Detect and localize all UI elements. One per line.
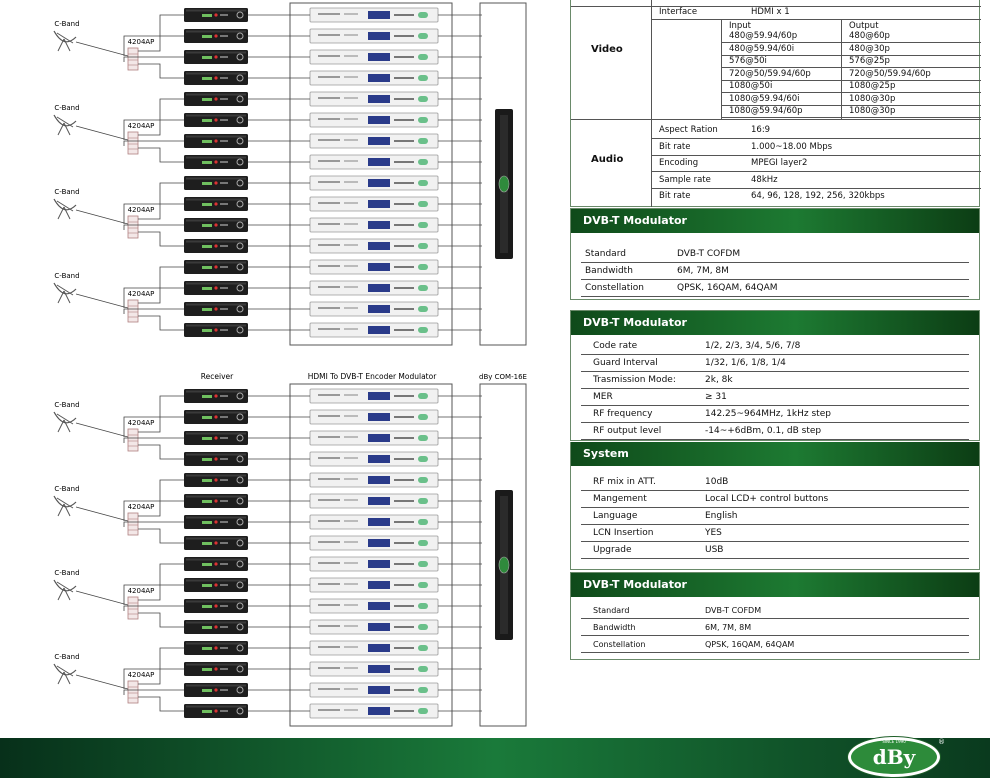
satellite-dish-icon xyxy=(54,664,76,684)
receiver-unit xyxy=(184,281,248,295)
cband-label: C-Band xyxy=(54,569,80,577)
coax-cable xyxy=(76,507,128,521)
multiswitch-unit xyxy=(128,216,138,238)
encoder-modulator-unit xyxy=(310,641,438,655)
row-divider xyxy=(581,439,969,440)
logo-tagline: SINCE 1990 xyxy=(882,739,906,744)
row-divider xyxy=(721,117,981,118)
multiswitch-unit xyxy=(128,300,138,322)
video-input-cell: 480@59.94/60i xyxy=(729,43,795,54)
encoder-modulator-unit xyxy=(310,557,438,571)
receiver-unit xyxy=(184,389,248,403)
receiver-unit xyxy=(184,8,248,22)
receiver-unit xyxy=(184,29,248,43)
mod2-value-cell: 142.25~964MHz, 1kHz step xyxy=(705,409,831,419)
encoder-modulator-unit xyxy=(310,536,438,550)
row-divider xyxy=(651,155,981,156)
encoder-modulator-unit xyxy=(310,155,438,169)
receiver-unit xyxy=(184,599,248,613)
multiswitch-unit xyxy=(128,48,138,70)
row-divider xyxy=(581,490,969,491)
feed-cable xyxy=(138,697,184,711)
feed-cable xyxy=(138,148,184,162)
multiswitch-unit xyxy=(128,681,138,703)
cband-label: C-Band xyxy=(54,104,80,112)
multiswitch-unit xyxy=(128,429,138,451)
satellite-dish-icon xyxy=(54,412,76,432)
feed-cable xyxy=(138,613,184,627)
video-input-cell: 480@59.94/60p xyxy=(729,31,798,41)
encoder-modulator-unit xyxy=(310,239,438,253)
mod1-key-cell: Constellation xyxy=(585,283,645,293)
video-output-cell: 1080@30p xyxy=(849,93,896,104)
mod3-value-cell: QPSK, 16QAM, 64QAM xyxy=(705,640,795,649)
mod2-value-cell: 1/2, 2/3, 3/4, 5/6, 7/8 xyxy=(705,341,801,351)
audio-key-cell: Encoding xyxy=(659,158,699,168)
video-input-cell: 1080@50i xyxy=(729,81,773,91)
encoder-modulator-unit xyxy=(310,71,438,85)
mod2-key-cell: Guard Interval xyxy=(593,358,658,368)
footer-bar xyxy=(0,738,990,778)
system-key-cell: Upgrade xyxy=(593,545,632,555)
row-divider xyxy=(651,138,981,139)
row-divider xyxy=(581,524,969,525)
encoder-modulator-unit xyxy=(310,431,438,445)
row-divider xyxy=(581,296,969,297)
audio-section-label: Audio xyxy=(591,154,624,165)
receiver-unit xyxy=(184,536,248,550)
row-divider xyxy=(581,371,969,372)
cband-label: C-Band xyxy=(54,485,80,493)
coax-cable xyxy=(76,210,128,224)
mod1-value-cell: QPSK, 16QAM, 64QAM xyxy=(677,283,778,293)
feed-cable xyxy=(138,232,184,246)
audio-key-cell: Bit rate xyxy=(659,191,691,201)
combiner-unit xyxy=(495,109,513,259)
satellite-dish-icon xyxy=(54,496,76,516)
system-value-cell: Local LCD+ control buttons xyxy=(705,494,829,504)
receiver-unit xyxy=(184,92,248,106)
mod2-value-cell: 1/32, 1/6, 1/8, 1/4 xyxy=(705,358,786,368)
encoder-modulator-unit xyxy=(310,281,438,295)
video-output-cell: 1080@25p xyxy=(849,81,896,91)
coax-cable xyxy=(76,675,128,689)
receiver-unit xyxy=(184,197,248,211)
audio-key-cell: Aspect Ration xyxy=(659,125,718,135)
row-divider xyxy=(581,618,969,619)
row-divider xyxy=(581,388,969,389)
cband-label: C-Band xyxy=(54,401,80,409)
video-output-cell: 720@50/59.94/60p xyxy=(849,68,931,79)
logo-text: dBy xyxy=(872,745,916,769)
switch-label: 4204AP xyxy=(127,671,155,679)
dby-logo xyxy=(848,737,945,777)
receiver-label: Receiver xyxy=(200,372,234,381)
receiver-unit xyxy=(184,557,248,571)
receiver-unit xyxy=(184,578,248,592)
encoder-modulator-unit xyxy=(310,662,438,676)
receiver-unit xyxy=(184,452,248,466)
audio-value-cell: 64, 96, 128, 192, 256, 320kbps xyxy=(751,191,885,201)
logo-registered-mark: ® xyxy=(938,738,945,746)
system-key-cell: Language xyxy=(593,511,638,521)
encoder-modulator-unit xyxy=(310,389,438,403)
encoder-modulator-unit xyxy=(310,452,438,466)
switch-label: 4204AP xyxy=(127,503,155,511)
switch-label: 4204AP xyxy=(127,587,155,595)
encoder-modulator-unit xyxy=(310,8,438,22)
audio-key-cell: Bit rate xyxy=(659,141,691,152)
encoder-modulator-unit xyxy=(310,50,438,64)
dvbt-modulator-panel-3 xyxy=(570,572,980,660)
feed-cable xyxy=(138,529,184,543)
mod2-key-cell: RF frequency xyxy=(593,409,653,419)
system-panel xyxy=(570,442,980,570)
mod1-value-cell: 6M, 7M, 8M xyxy=(677,266,729,276)
encoder-modulator-unit xyxy=(310,599,438,613)
mod1-key-cell: Bandwidth xyxy=(585,266,633,276)
mod1-key-cell: Standard xyxy=(585,249,626,259)
audio-value-cell: 1.000~18.00 Mbps xyxy=(751,141,833,152)
encoder-modulator-unit xyxy=(310,260,438,274)
cband-label: C-Band xyxy=(54,653,80,661)
receiver-unit xyxy=(184,494,248,508)
receiver-unit xyxy=(184,155,248,169)
mod2-key-cell: Code rate xyxy=(593,341,638,351)
video-input-cell: 576@50i xyxy=(729,56,767,66)
audio-key-cell: Sample rate xyxy=(659,174,711,185)
encoder-modulator-unit xyxy=(310,515,438,529)
mod3-key-cell: Bandwidth xyxy=(593,623,636,632)
dvbt-modulator-panel-2 xyxy=(570,310,980,441)
switch-label: 4204AP xyxy=(127,419,155,427)
row-divider xyxy=(581,405,969,406)
combiner-label: dBy COM-16E xyxy=(479,373,527,381)
encoder-modulator-unit xyxy=(310,92,438,106)
system-key-cell: RF mix in ATT. xyxy=(593,477,656,487)
mod2-key-cell: RF output level xyxy=(593,426,662,436)
receiver-unit xyxy=(184,323,248,337)
mod2-value-cell: 2k, 8k xyxy=(705,375,733,385)
system-title: System xyxy=(571,442,979,466)
encoder-modulator-unit xyxy=(310,218,438,232)
receiver-unit xyxy=(184,704,248,718)
mod2-value-cell: -14~+6dBm, 0.1, dB step xyxy=(705,426,822,436)
mod3-value-cell: DVB-T COFDM xyxy=(705,606,762,615)
dvbt-modulator-title-2: DVB-T Modulator xyxy=(571,311,979,335)
receiver-unit xyxy=(184,683,248,697)
system-value-cell: English xyxy=(705,511,738,521)
row-divider xyxy=(581,558,969,559)
encoder-modulator-unit xyxy=(310,704,438,718)
switch-label: 4204AP xyxy=(127,290,155,298)
satellite-dish-icon xyxy=(54,31,76,51)
video-input-cell: 1080@59.94/60i xyxy=(729,93,800,104)
video-input-cell: 720@50/59.94/60p xyxy=(729,68,811,79)
receiver-unit xyxy=(184,662,248,676)
interface-value: HDMI x 1 xyxy=(751,7,790,17)
row-divider xyxy=(651,171,981,172)
receiver-unit xyxy=(184,473,248,487)
coax-cable xyxy=(76,42,128,56)
encoder-modulator-unit xyxy=(310,113,438,127)
system-key-cell: Mangement xyxy=(593,494,647,504)
receiver-unit xyxy=(184,50,248,64)
receiver-unit xyxy=(184,302,248,316)
encoder-modulator-unit xyxy=(310,29,438,43)
row-divider xyxy=(581,422,969,423)
encoder-modulator-unit xyxy=(310,323,438,337)
multiswitch-unit xyxy=(128,132,138,154)
cband-label: C-Band xyxy=(54,272,80,280)
satellite-dish-icon xyxy=(54,580,76,600)
row-divider xyxy=(581,262,969,263)
receiver-unit xyxy=(184,641,248,655)
output-header: Output xyxy=(849,21,879,31)
dvbt-modulator-title-1: DVB-T Modulator xyxy=(571,209,979,233)
video-output-cell: 480@30p xyxy=(849,43,890,54)
multiswitch-unit xyxy=(128,597,138,619)
video-audio-spec-table xyxy=(570,0,980,207)
satellite-dish-icon xyxy=(54,115,76,135)
cband-label: C-Band xyxy=(54,188,80,196)
coax-cable xyxy=(76,591,128,605)
input-header: Input xyxy=(729,21,752,31)
mod3-key-cell: Constellation xyxy=(593,640,646,649)
receiver-unit xyxy=(184,176,248,190)
mod3-key-cell: Standard xyxy=(593,606,630,615)
mod1-value-cell: DVB-T COFDM xyxy=(677,249,741,259)
receiver-unit xyxy=(184,113,248,127)
receiver-unit xyxy=(184,239,248,253)
dvbt-modulator-title-3: DVB-T Modulator xyxy=(571,573,979,597)
receiver-unit xyxy=(184,71,248,85)
row-divider xyxy=(581,279,969,280)
audio-value-cell: 48kHz xyxy=(751,174,778,185)
feed-cable xyxy=(138,316,184,330)
receiver-unit xyxy=(184,620,248,634)
system-key-cell: LCN Insertion xyxy=(593,528,654,538)
interface-label: Interface xyxy=(659,7,698,17)
receiver-unit xyxy=(184,260,248,274)
receiver-unit xyxy=(184,134,248,148)
encoder-modulator-unit xyxy=(310,134,438,148)
encoder-modulator-unit xyxy=(310,176,438,190)
row-divider xyxy=(581,507,969,508)
encoder-modulator-unit xyxy=(310,410,438,424)
receiver-unit xyxy=(184,431,248,445)
multiswitch-unit xyxy=(128,513,138,535)
audio-value-cell: MPEGI layer2 xyxy=(751,158,808,168)
encoder-modulator-unit xyxy=(310,494,438,508)
switch-label: 4204AP xyxy=(127,122,155,130)
encoder-modulator-unit xyxy=(310,620,438,634)
cband-label: C-Band xyxy=(54,20,80,28)
system-value-cell: 10dB xyxy=(705,477,729,487)
combiner-unit xyxy=(495,490,513,640)
system-value-cell: USB xyxy=(705,545,724,555)
feed-cable xyxy=(138,64,184,78)
row-divider xyxy=(581,652,969,653)
mod3-value-cell: 6M, 7M, 8M xyxy=(705,623,752,632)
coax-cable xyxy=(76,423,128,437)
system-value-cell: YES xyxy=(705,528,722,538)
encoder-modulator-unit xyxy=(310,473,438,487)
row-divider xyxy=(581,635,969,636)
encoder-label: HDMI To DVB-T Encoder Modulator xyxy=(307,372,437,381)
coax-cable xyxy=(76,126,128,140)
receiver-unit xyxy=(184,410,248,424)
video-section-label: Video xyxy=(591,44,623,55)
dvbt-modulator-panel-1 xyxy=(570,208,980,300)
encoder-modulator-unit xyxy=(310,578,438,592)
row-divider xyxy=(651,188,981,189)
feed-cable xyxy=(138,445,184,459)
row-divider xyxy=(581,354,969,355)
video-input-cell: 1080@59.94/60p xyxy=(729,106,803,116)
receiver-unit xyxy=(184,515,248,529)
satellite-dish-icon xyxy=(54,199,76,219)
mod2-value-cell: ≥ 31 xyxy=(705,392,727,402)
mod2-key-cell: Trasmission Mode: xyxy=(593,375,676,385)
encoder-modulator-unit xyxy=(310,197,438,211)
video-output-cell: 1080@30p xyxy=(849,106,896,116)
video-output-cell: 576@25p xyxy=(849,56,890,66)
audio-value-cell: 16:9 xyxy=(751,125,771,135)
coax-cable xyxy=(76,294,128,308)
video-output-cell: 480@60p xyxy=(849,31,890,41)
satellite-dish-icon xyxy=(54,283,76,303)
encoder-modulator-unit xyxy=(310,683,438,697)
mod2-key-cell: MER xyxy=(593,392,613,402)
receiver-unit xyxy=(184,218,248,232)
switch-label: 4204AP xyxy=(127,206,155,214)
switch-label: 4204AP xyxy=(127,38,155,46)
encoder-modulator-unit xyxy=(310,302,438,316)
row-divider xyxy=(581,541,969,542)
